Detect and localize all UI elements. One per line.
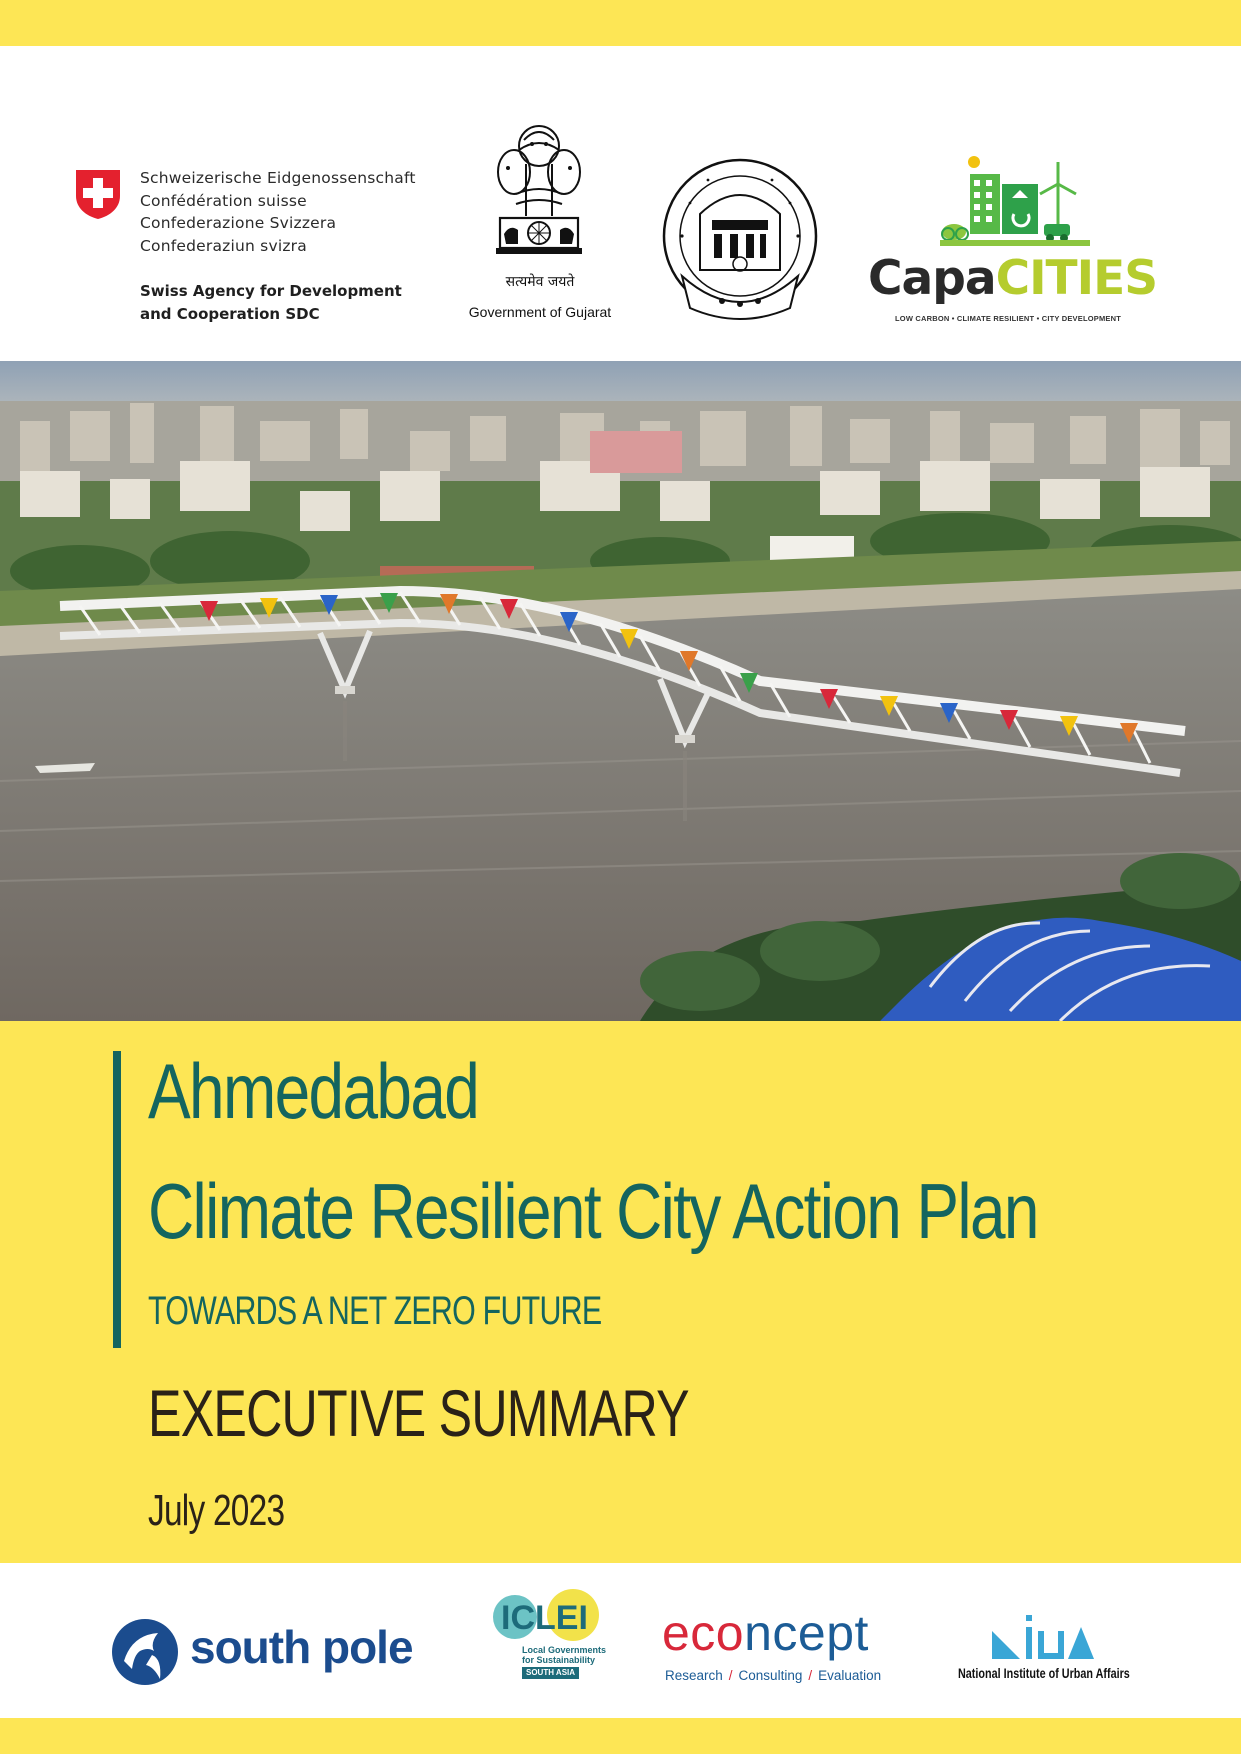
swiss-name-romansh: Confederaziun svizra [140,236,307,255]
iclei-region-badge: SOUTH ASIA [522,1667,579,1679]
document-type-heading: EXECUTIVE SUMMARY [148,1376,689,1450]
satyameva-jayate-motto: सत्यमेव जयते [505,274,575,290]
sdc-agency-name [140,280,402,325]
sdc-line-2: and Cooperation SDC [140,304,320,323]
swiss-name-french: Confédération suisse [140,191,307,210]
atal-bridge-photo-illustration [0,361,1241,1021]
swiss-cross-shield-icon [74,168,122,220]
iclei-subtitle-2: for Sustainability [522,1655,596,1665]
ashoka-emblem-icon [486,120,592,280]
swiss-name-italian: Confederazione Svizzera [140,214,337,232]
partner-logo-strip [0,1563,1241,1718]
plan-title: Climate Resilient City Action Plan [148,1167,1038,1255]
econcept-wordmark [662,1603,869,1663]
econcept-tag-consulting: Consulting [738,1668,803,1683]
south-pole-bird-icon [110,1617,180,1687]
plan-subtitle: TOWARDS A NET ZERO FUTURE [148,1289,602,1333]
publication-date: July 2023 [148,1486,285,1535]
econcept-separator-2: / [808,1668,813,1683]
swiss-confederation-names [140,167,416,257]
capacities-tagline: LOW CARBON • CLIMATE RESILIENT • CITY DEVELOPMENT [895,314,1122,323]
hero-riverfront-photo [0,361,1241,1021]
econcept-part-1: eco [662,1605,745,1661]
header-logo-strip [0,46,1241,361]
green-city-buildings-icon [940,154,1090,248]
swiss-name-german: Schweizerische Eidgenossenschaft [140,169,416,187]
title-panel [0,1021,1241,1563]
amc-seal-icon [660,158,820,326]
iclei-letters: ICLEI [501,1599,588,1637]
title-accent-bar [113,1051,121,1348]
econcept-separator-1: / [728,1668,733,1683]
bottom-yellow-band [0,1718,1241,1754]
sdc-line-1: Swiss Agency for Development [140,282,402,300]
south-pole-wordmark: south pole [190,1621,413,1673]
capacities-word-part-2: CITIES [995,251,1158,306]
iclei-logo-icon [493,1589,603,1649]
niua-caption: National Institute of Urban Affairs [958,1666,1130,1681]
econcept-tagline [665,1668,881,1683]
econcept-tag-research: Research [665,1668,723,1683]
econcept-tag-evaluation: Evaluation [818,1668,882,1683]
capacities-word-part-1: Capa [868,251,996,306]
capacities-wordmark [868,251,1157,307]
iclei-subtitle-1: Local Governments [522,1645,607,1655]
city-title: Ahmedabad [148,1047,479,1135]
econcept-part-2: ncept [744,1605,869,1661]
government-of-gujarat-caption: Government of Gujarat [468,304,612,320]
top-yellow-band [0,0,1241,46]
niua-logo-icon [990,1615,1094,1661]
